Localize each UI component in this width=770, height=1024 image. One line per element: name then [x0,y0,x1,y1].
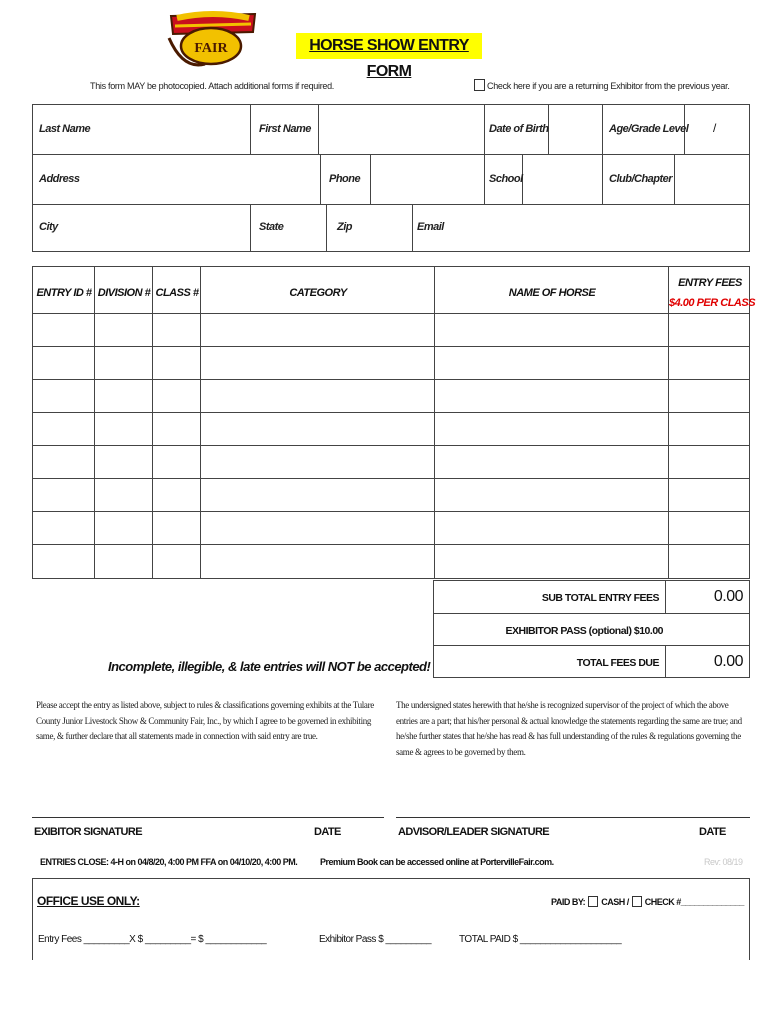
exhibitor-pass-label: EXHIBITOR PASS (optional) $10.00 [505,625,663,637]
exhibitor-pass-calc[interactable]: Exhibitor Pass $ _________ [319,934,432,945]
school-field[interactable] [523,155,603,205]
age-grade-field[interactable] [685,105,750,155]
dob-field[interactable] [549,105,603,155]
subtotal-label: SUB TOTAL ENTRY FEES [541,592,659,604]
premium-book-note: Premium Book can be accessed online at PortervilleFair.com. [320,857,554,867]
advisor-statement: The undersigned states herewith that he/she is recognized supervisor of the project of which the above entries are a part; that his/her personal & actual knowledge the statements regarding the same are true; and he/she further states that he/she has read & has full understanding of the rules & regulations governing the same & agrees to be governed by them. [396,700,742,757]
zip-label: Zip [337,221,352,233]
totals-box [433,580,750,678]
revision-label: Rev: 08/19 [704,857,743,867]
phone-label-cell [321,155,371,205]
row-divider [33,445,749,446]
check-checkbox[interactable] [632,896,642,907]
email-field[interactable] [413,205,750,252]
advisor-signature-label: ADVISOR/LEADER SIGNATURE [398,826,550,838]
row-divider [33,478,749,479]
col-class: CLASS # [155,287,199,299]
age-grade-label: Age/Grade Level [609,123,689,135]
total-paid-calc[interactable]: TOTAL PAID $ ____________________ [459,934,622,945]
check-number-field[interactable]: CHECK #______________ [644,897,744,907]
total-fees-value: 0.00 [713,653,743,670]
address-field[interactable] [33,155,321,205]
city-label: City [39,221,58,233]
phone-field[interactable] [371,155,485,205]
office-use-box [32,878,750,960]
school-label-cell [485,155,523,205]
state-field[interactable] [251,205,327,252]
row-divider [33,379,749,380]
cash-label: CASH / [601,897,629,907]
last-name-label: Last Name [39,123,91,135]
paid-by-row [551,896,744,907]
dob-label-cell [485,105,549,155]
col-entry-id: ENTRY ID # [36,287,92,299]
svg-text:FAIR: FAIR [194,41,228,56]
advisor-signature-line[interactable] [396,817,750,818]
city-field[interactable] [33,205,251,252]
entry-fee-rate: $4.00 PER CLASS [669,297,756,309]
age-grade-label-cell [603,105,689,155]
zip-field[interactable] [327,205,413,252]
col-division: DIVISION # [97,287,151,299]
last-name-field[interactable] [33,105,251,155]
first-name-field[interactable] [319,105,485,155]
advisor-date-label: DATE [699,826,726,838]
dob-label: Date of Birth [489,123,549,135]
exhibitor-statement: Please accept the entry as listed above, subject to rules & classifications governing exhibits at the Tulare County Junior Livestock Show & Community Fair, Inc., by which I agree to be governed in exhibiting same, & further declare that all statements made in connection with said entry are true. [36,700,374,741]
row-divider [33,511,749,512]
fair-logo [163,8,263,70]
state-label: State [259,221,284,233]
exhibitor-signature-label: EXIBITOR SIGNATURE [34,826,142,838]
exhibitor-signature-line[interactable] [32,817,384,818]
paid-by-label: PAID BY: [551,897,586,907]
entries-close-note: ENTRIES CLOSE: 4-H on 04/8/20, 4:00 PM FFA on 04/10/20, 4:00 PM. [40,857,298,867]
subtotal-value: 0.00 [713,588,743,605]
row-divider [33,544,749,545]
returning-exhibitor-label: Check here if you are a returning Exhibitor from the previous year. [487,81,730,91]
row-divider [33,412,749,413]
entries-table [32,266,756,579]
photocopy-note: This form MAY be photocopied. Attach additional forms if required. [90,81,335,91]
age-grade-slash: / [713,121,717,135]
club-field[interactable] [675,155,750,205]
address-label: Address [39,173,80,185]
col-entry-fees: ENTRY FEES [678,277,742,289]
col-horse-name: NAME OF HORSE [508,287,596,299]
row-divider [33,313,749,314]
first-name-label: First Name [259,123,311,135]
club-label-cell [603,155,675,205]
row-divider [33,346,749,347]
col-category: CATEGORY [289,287,347,299]
entry-fees-calc[interactable]: Entry Fees _________X $ _________= $ ____________ [38,934,267,945]
exhibitor-info-grid [32,104,750,252]
form-title: HORSE SHOW ENTRY FORM [296,33,482,59]
phone-label: Phone [329,173,361,185]
returning-exhibitor-checkbox[interactable] [474,79,485,91]
late-entry-warning: Incomplete, illegible, & late entries will NOT be accepted! [108,659,431,674]
cash-checkbox[interactable] [588,896,598,907]
office-use-title: OFFICE USE ONLY: [37,894,140,908]
exhibitor-date-label: DATE [314,826,341,838]
first-name-label-cell [251,105,319,155]
total-fees-label: TOTAL FEES DUE [576,657,659,669]
email-label: Email [417,221,444,233]
school-label: School [489,173,523,185]
club-label: Club/Chapter [609,173,673,185]
